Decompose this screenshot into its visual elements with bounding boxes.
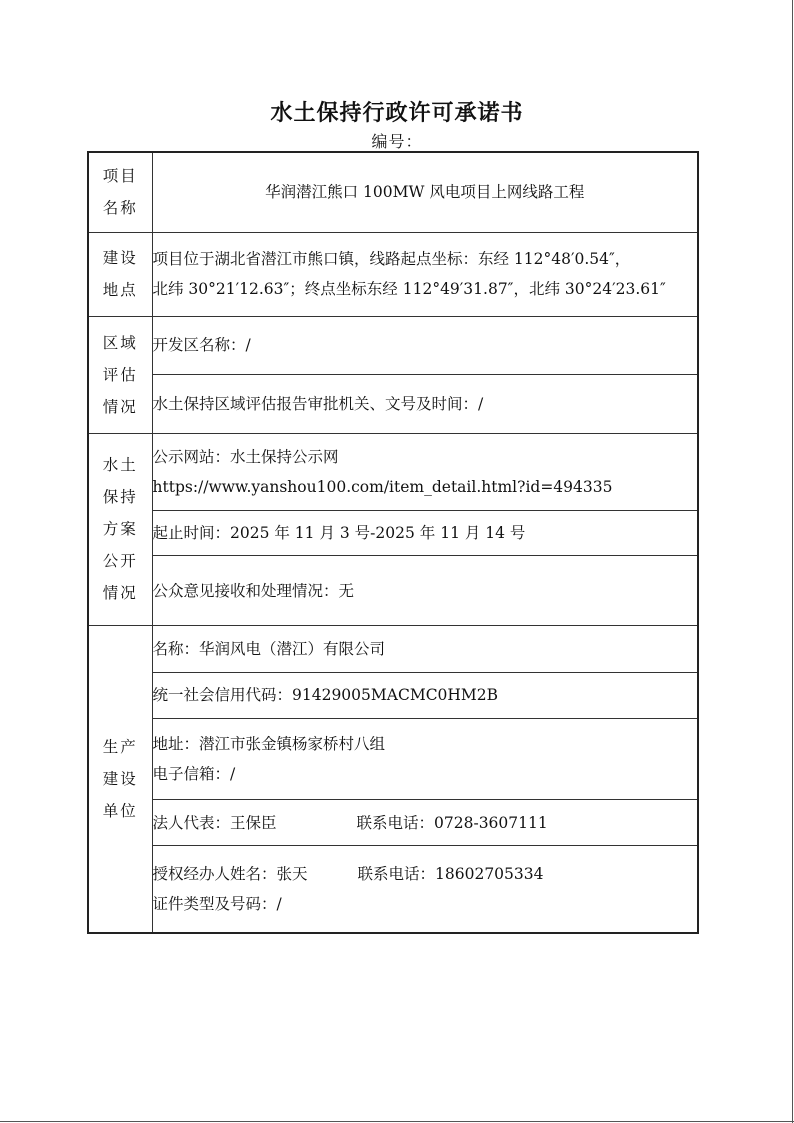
assessment-report-info: 水土保持区域评估报告审批机关、文号及时间：/ (152, 375, 698, 434)
page-edge-bottom (0, 1121, 794, 1122)
agent-line (153, 859, 698, 889)
row-legal-representative (88, 800, 698, 846)
project-name-value: 华润潜江熊口 100MW 风电项目上网线路工程 (152, 152, 698, 232)
label-line: 情况 (102, 398, 138, 417)
serial-number-label: 编号： (371, 132, 423, 151)
label-line: 生产 (102, 737, 138, 756)
disclosure-website-name: 公示网站：水土保持公示网 (152, 448, 339, 467)
authorized-agent: 授权经办人姓名：张天 (152, 865, 308, 884)
label-line: 建设 (102, 249, 138, 268)
row-public-feedback (88, 556, 698, 625)
label-line: 建设 (102, 769, 138, 788)
label-line: 名称 (102, 199, 138, 218)
label-plan-disclosure (88, 434, 152, 625)
label-line: 项目 (102, 167, 138, 186)
label-line: 单位 (102, 801, 138, 820)
address-email-cell (152, 718, 698, 799)
location-line-2: 北纬 30°21′12.63″；终点坐标东经 112°49′31.87″，北纬 30°24′23.61″ (152, 280, 666, 299)
unit-address: 地址：潜江市张金镇杨家桥村八组 (152, 734, 386, 753)
label-construction-location (88, 232, 152, 316)
label-line: 方案 (102, 520, 138, 539)
label-line: 区域 (102, 334, 138, 353)
legal-rep-phone: 联系电话：0728-3607111 (356, 813, 548, 832)
credit-code: 统一社会信用代码：91429005MACMC0HM2B (152, 672, 698, 718)
label-production-unit (88, 625, 152, 933)
unit-email: 电子信箱：/ (152, 764, 236, 783)
legal-rep-cell (152, 800, 698, 846)
label-line: 保持 (102, 488, 138, 507)
row-assessment-report (88, 375, 698, 434)
label-regional-assessment (88, 316, 152, 433)
location-line-1: 项目位于湖北省潜江市熊口镇，线路起点坐标：东经 112°48′0.54″， (152, 250, 631, 269)
row-project-name (88, 152, 698, 232)
location-value (152, 232, 698, 316)
page-edge-right (792, 0, 793, 1123)
id-document: 证件类型及号码：/ (152, 895, 282, 914)
row-disclosure-website (88, 434, 698, 511)
disclosure-website-url: https://www.yanshou100.com/item_detail.html?id=494335 (152, 478, 613, 497)
disclosure-website-cell (152, 434, 698, 511)
row-unit-name (88, 625, 698, 672)
agent-phone: 联系电话：18602705334 (357, 865, 544, 884)
label-project-name (88, 152, 152, 232)
public-feedback: 公众意见接收和处理情况：无 (152, 556, 698, 625)
commitment-form-table (87, 151, 699, 934)
row-address-email (88, 718, 698, 799)
agent-cell (152, 846, 698, 933)
label-line: 地点 (102, 281, 138, 300)
legal-representative: 法人代表：王保臣 (152, 813, 277, 832)
dev-zone-name: 开发区名称：/ (152, 316, 698, 374)
row-construction-location (88, 232, 698, 316)
row-authorized-agent (88, 846, 698, 933)
document-title: 水土保持行政许可承诺书 (270, 100, 524, 126)
row-dev-zone (88, 316, 698, 374)
unit-name: 名称：华润风电（潜江）有限公司 (152, 625, 698, 672)
row-credit-code (88, 672, 698, 718)
row-disclosure-period (88, 511, 698, 556)
label-line: 公开 (102, 552, 138, 571)
disclosure-period: 起止时间：2025 年 11 月 3 号-2025 年 11 月 14 号 (152, 511, 698, 556)
label-line: 评估 (102, 366, 138, 385)
label-line: 情况 (102, 584, 138, 603)
label-line: 水土 (102, 456, 138, 475)
